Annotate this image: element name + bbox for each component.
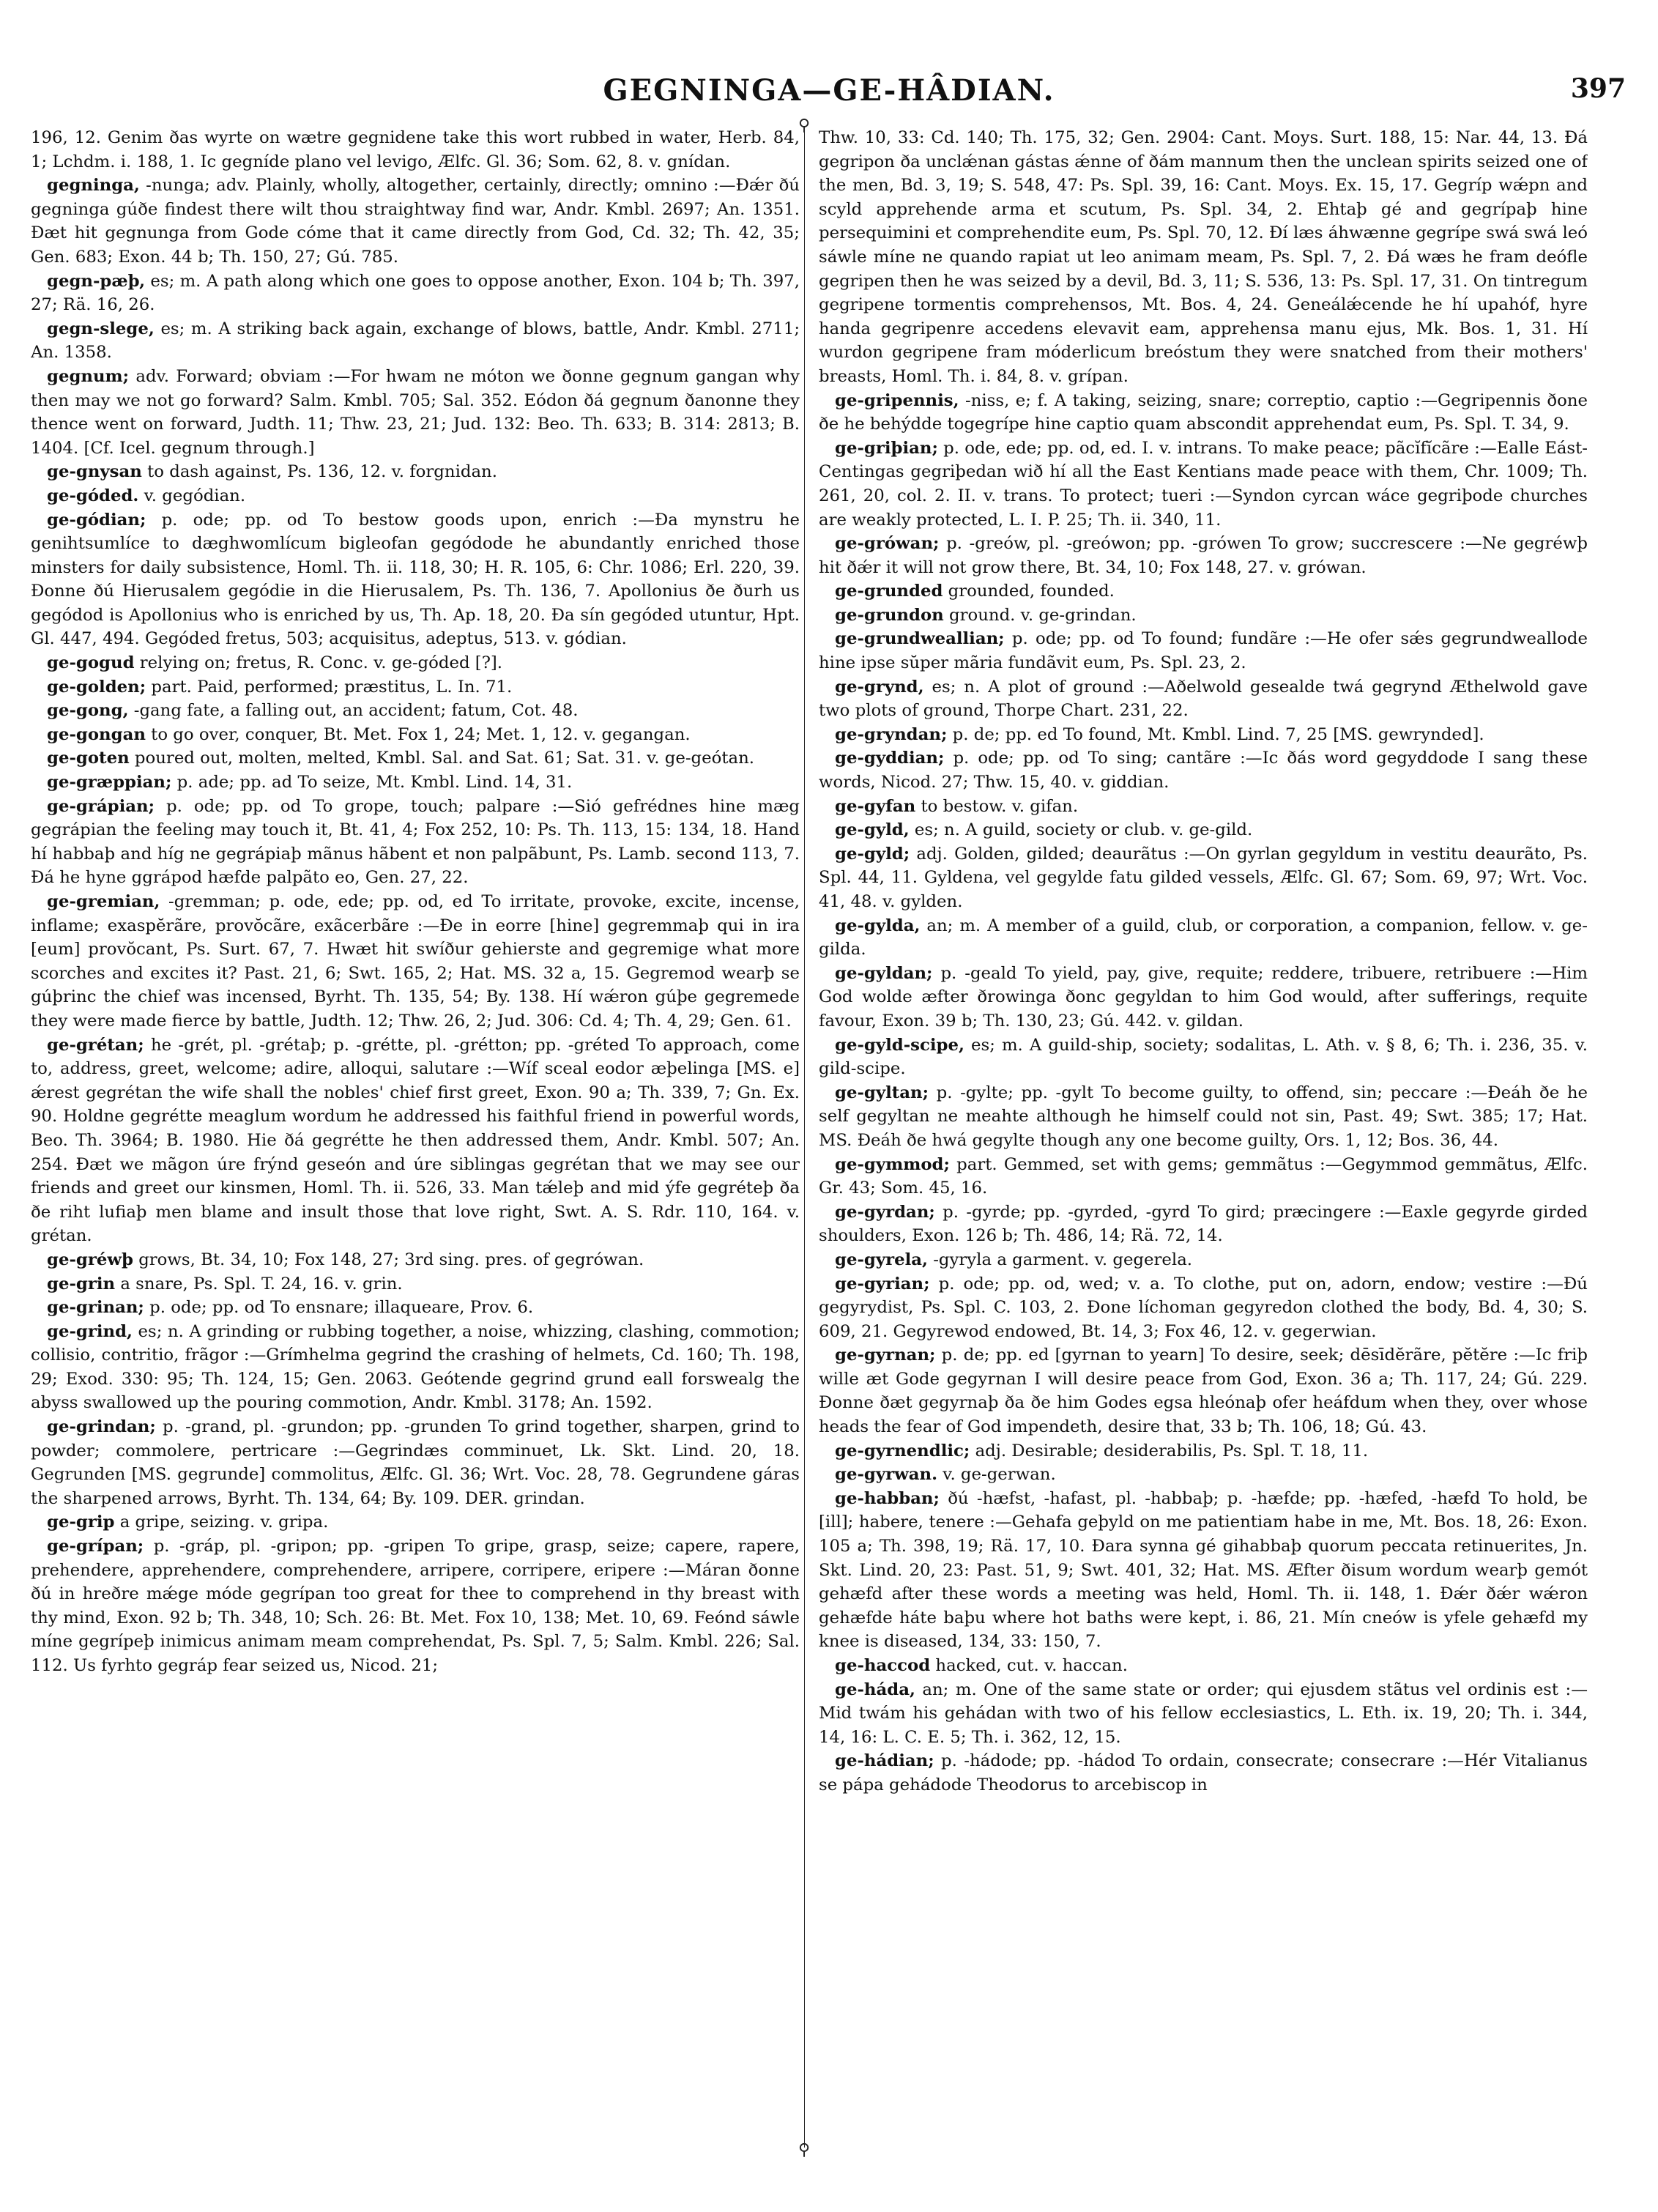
dictionary-entry (819, 604, 1588, 628)
entry-definition: part. Gemmed, set with gems; gemmãtus :—Gegymmod gemmãtus, Ælfc. Gr. 43; Som. 45, 16. (819, 1154, 1588, 1198)
entry-definition: adj. Desirable; desiderabilis, Ps. Spl. T. 18, 11. (975, 1441, 1369, 1461)
dictionary-entry (819, 532, 1588, 579)
entry-headword: gegn-pæþ, (47, 271, 146, 291)
entry-headword: ge-golden; (47, 677, 146, 697)
entry-headword: ge-grétan; (47, 1035, 144, 1055)
entry-definition: v. gegódian. (144, 486, 246, 505)
dictionary-entry (819, 1654, 1588, 1678)
page-number: 397 (1570, 73, 1626, 104)
entry-headword: ge-gnysan (47, 462, 142, 482)
dictionary-entry (819, 818, 1588, 842)
divider-ornament-top: ⚲ (798, 116, 811, 135)
dictionary-entry (819, 126, 1588, 389)
entry-headword: ge-gyddian; (835, 749, 945, 768)
running-title: GEGNINGA—GE-HÂDIAN. (603, 73, 1055, 108)
entry-headword: ge-græppian; (47, 773, 172, 793)
dictionary-entry (819, 627, 1588, 675)
entry-headword: ge-gongan (47, 724, 146, 744)
entry-headword: ge-grindan; (47, 1417, 156, 1437)
entry-headword: ge-gyrian; (835, 1274, 930, 1294)
entry-headword: ge-grundweallian; (835, 629, 1005, 649)
entry-definition: p. ode, ede; pp. od, ed. I. v. intrans. To make peace; pãcĭfĭcãre :—Ealle Eást-Centingas gegriþedan wið hí all the East Kentians made peace with them, Chr. 1009; Th. 261, 20, col. 2. II. v. trans. To protect; tueri :—Syndon cyrcan wáce gegriþode churches are weakly protected, L. I. P. 25; Th. ii. 340, 11. (819, 438, 1588, 530)
entry-definition: es; n. A grinding or rubbing together, a noise, whizzing, clashing, commotion; collisio, contritio, frãgor :—Grímhelma gegrind the crashing of helmets, Cd. 160; Th. 198, 29; Exod. 330: 95; Th. 124, 15; Gen. 2063. Geótende gegrind grund eall forswealg the abyss swallowed up the pouring commotion, Andr. Kmbl. 3178; An. 1592. (31, 1321, 800, 1413)
dictionary-entry (819, 437, 1588, 532)
entry-headword: ge-gymmod; (835, 1154, 950, 1174)
entry-headword: ge-grápian; (47, 796, 155, 816)
entry-definition: 196, 12. Genim ðas wyrte on wætre gegnidene take this wort rubbed in water, Herb. 84, 1; Lchdm. i. 188, 1. Ic gegníde plano vel levigo, Ælfc. Gl. 36; Som. 62, 8. v. gnídan. (31, 128, 800, 171)
dictionary-entry (31, 1534, 800, 1678)
entry-headword: ge-grind, (47, 1321, 133, 1341)
dictionary-entry (31, 460, 800, 484)
dictionary-entry (819, 389, 1588, 437)
entry-definition: to dash against, Ps. 136, 12. v. forgnidan. (147, 462, 497, 482)
entry-definition: relying on; fretus, R. Conc. v. ge-góded [?]. (139, 653, 503, 673)
entry-definition: hacked, cut. v. haccan. (935, 1656, 1128, 1675)
left-column (31, 126, 800, 2177)
dictionary-entry (819, 579, 1588, 604)
entry-headword: ge-gyld, (835, 820, 910, 840)
entry-headword: ge-gyrdan; (835, 1202, 935, 1222)
dictionary-entry (819, 1749, 1588, 1797)
entry-definition: p. ode; pp. od To found; fundãre :—He ofer sǽs gegrundweallode hine ipse sŭper mãria fundãvit eum, Ps. Spl. 23, 2. (819, 629, 1588, 673)
dictionary-entry (31, 795, 800, 890)
dictionary-entry (31, 771, 800, 795)
dictionary-entry (819, 723, 1588, 747)
entry-definition: to go over, conquer, Bt. Met. Fox 1, 24; Met. 1, 12. v. gegangan. (151, 724, 691, 744)
page-header (32, 73, 1626, 125)
entry-headword: ge-gryndan; (835, 724, 948, 744)
dictionary-entry (31, 484, 800, 508)
entry-headword: ge-grówan; (835, 534, 940, 554)
dictionary-entry (819, 1272, 1588, 1344)
entry-definition: es; m. A striking back again, exchange of blows, battle, Andr. Kmbl. 2711; An. 1358. (31, 319, 800, 363)
entry-headword: ge-gylda, (835, 916, 921, 935)
dictionary-entry (819, 675, 1588, 723)
entry-headword: ge-hádian; (835, 1751, 934, 1771)
entry-headword: ge-grípan; (47, 1537, 144, 1556)
entry-definition: p. -gylte; pp. -gylt To become guilty, to offend, sin; peccare :—Ðeáh ðe he self gegyltan ne meahte although he himself could not sin, Past. 49; Swt. 385; 17; Hat. MS. Ðeáh ðe hwá gegylte though any one become guilty, Ors. 1, 12; Bos. 36, 44. (819, 1083, 1588, 1150)
entry-definition: p. -grand, pl. -grundon; pp. -grunden To grind together, sharpen, grind to powder; commolere, pertricare :—Gegrindæs comminuet, Lk. Skt. Lind. 20, 18. Gegrunden [MS. gegrunde] commolitus, Ælfc. Gl. 36; Wrt. Voc. 28, 78. Gegrundene gáras the sharpened arrows, Byrht. Th. 134, 64; By. 109. DER. grindan. (31, 1417, 800, 1508)
entry-headword: ge-grinan; (47, 1298, 144, 1318)
entry-definition: -nunga; adv. Plainly, wholly, altogether, certainly, directly; omnino :—Ðǽr ðú gegninga gúðe findest there wilt thou straightway find war, Andr. Kmbl. 2697; An. 1351. Ðæt hit gegnunga from Gode cóme that it came directly from God, Cd. 32; Th. 42, 35; Gen. 683; Exon. 44 b; Th. 150, 27; Gú. 785. (31, 176, 800, 267)
dictionary-entry (819, 795, 1588, 819)
entry-definition: p. -greów, pl. -greówon; pp. -grówen To grow; succrescere :—Ne gegréwþ hit ðǽr it will not grow there, Bt. 34, 10; Fox 148, 27. v. grówan. (819, 534, 1588, 577)
entry-definition: grows, Bt. 34, 10; Fox 148, 27; 3rd sing. pres. of gegrówan. (138, 1250, 644, 1269)
entry-headword: ge-grin (47, 1274, 116, 1294)
entry-definition: p. ode; pp. od, wed; v. a. To clothe, put on, adorn, endow; vestire :—Ðú gegyrydist, Ps. Spl. C. 103, 2. Ðone líchoman gegyredon clothed the body, Bd. 4, 30; S. 609, 21. Gegyrewod endowed, Bt. 14, 3; Fox 46, 12. v. gegerwian. (819, 1274, 1588, 1341)
entry-headword: ge-háda, (835, 1680, 915, 1699)
dictionary-entry (819, 1200, 1588, 1248)
entry-definition: es; n. A guild, society or club. v. ge-gild. (914, 820, 1253, 840)
entry-headword: ge-gyld-scipe, (835, 1035, 964, 1055)
entry-headword: ge-gréwþ (47, 1250, 133, 1269)
entry-definition: to bestow. v. gifan. (921, 796, 1079, 816)
entry-headword: ge-grundon (835, 605, 944, 625)
dictionary-entry (31, 890, 800, 1033)
entry-headword: ge-gyrnan; (835, 1346, 936, 1365)
entry-definition: p. de; pp. ed To found, Mt. Kmbl. Lind. 7, 25 [MS. gewrynded]. (952, 724, 1484, 744)
entry-headword: ge-grunded (835, 582, 943, 601)
entry-definition: adv. Forward; obviam :—For hwam ne móton we ðonne gegnum gangan why then may we not go forward? Salm. Kmbl. 705; Sal. 352. Eódon ðá gegnum ðanonne they thence went on forward, Judth. 11; Thw. 23, 21; Jud. 132: Beo. Th. 633; B. 314: 2813; B. 1404. [Cf. Icel. gegnum through.] (31, 366, 800, 458)
entry-headword: ge-gripennis, (835, 390, 959, 410)
entry-headword: gegn-slege, (47, 319, 155, 338)
entry-definition: Thw. 10, 33: Cd. 140; Th. 175, 32; Gen. 2904: Cant. Moys. Surt. 188, 15: Nar. 44, 13. Ðá gegripon ða unclǽnan gástas ǽnne of ðám mannum then the unclean spirits seized one of the men, Bd. 3, 19; S. 548, 47: Ps. Spl. 39, 16: Cant. Moys. Ex. 15, 17. Gegríp wǽpn and scyld apprehende arma et scutum, Ps. Spl. 34, 2. Ehtaþ gé and gegrípaþ hine persequimini et comprehendite eum, Ps. Spl. 70, 12. Ðí læs áhwænne gegrípe swá swá leó sáwle míne ne quando rapiat ut leo animam meam, Ps. Spl. 7, 2. Ðá wæs he fram deófle gegripen then he was seized by a devil, Bd. 3, 11; S. 536, 13: Ps. Spl. 17, 31. On tintregum gegripene tormentis comprehensos, Mt. Bos. 4, 24. Geneálǽcende he hí upahóf, hyre handa gegripenre accedens elevavit eam, apprehensa manu ejus, Mk. Bos. 1, 31. Hí wurdon gegripene fram móderlicum breóstum they were snatched from their mothers' breasts, Homl. Th. i. 84, 8. v. grípan. (819, 128, 1588, 386)
entry-headword: ge-gódian; (47, 510, 146, 530)
entry-definition: adj. Golden, gilded; deaurãtus :—On gyrlan gegyldum in vestitu deaurãto, Ps. Spl. 44, 11. Gyldena, vel gegylde fatu gilded vessels, Ælfc. Gl. 67; Som. 69, 97; Wrt. Voc. 41, 48. v. gylden. (819, 844, 1588, 911)
entry-definition: p. ode; pp. od To sing; cantãre :—Ic ðás word gegyddode I sang these words, Nicod. 27; Thw. 15, 40. v. giddian. (819, 749, 1588, 793)
entry-headword: ge-gyld; (835, 844, 910, 864)
entry-headword: gegninga, (47, 176, 140, 196)
entry-definition: ground. v. ge-grindan. (948, 605, 1137, 625)
dictionary-entry (819, 1487, 1588, 1654)
divider-ornament-bottom: ⚲ (798, 2141, 811, 2159)
entry-definition: grounded, founded. (948, 582, 1115, 601)
entry-definition: a snare, Ps. Spl. T. 24, 16. v. grin. (120, 1274, 403, 1294)
column-divider (804, 126, 805, 2148)
dictionary-entry (819, 914, 1588, 962)
entry-headword: gegnum; (47, 366, 130, 386)
entry-headword: ge-gong, (47, 701, 129, 721)
dictionary-entry (819, 962, 1588, 1033)
dictionary-entry (819, 1343, 1588, 1439)
entry-definition: p. ode; pp. od To bestow goods upon, enrich :—Ða mynstru he genihtsumlíce to dæghwomlícum bigleofan gegódode he abundantly enriched those minsters for daily subsistence, Homl. Th. ii. 118, 30; H. R. 105, 6: Chr. 1086; Erl. 220, 39. Ðonne ðú Hierusalem gegódie in die Hierusalem, Ps. Th. 136, 7. Apollonius ðe ðurh us gegódod is Apollonius who is enriched by us, Th. Ap. 18, 20. Ða sín gegóded utuntur, Hpt. Gl. 447, 494. Gegóded fretus, 503; acquisitus, adeptus, 513. v. gódian. (31, 510, 800, 649)
entry-definition: p. ode; pp. od To ensnare; illaqueare, Prov. 6. (149, 1298, 534, 1318)
entry-headword: ge-haccod (835, 1656, 931, 1675)
entry-definition: p. -gráp, pl. -gripon; pp. -gripen To gripe, grasp, seize; capere, rapere, prehendere, apprehendere, comprehendere, arripere, corripere, eripere :—Máran ðonne ðú in hreðre mǽge móde gegrípan too great for thee to comprehend in thy breast with thy mind, Exon. 92 b; Th. 348, 10; Sch. 26: Bt. Met. Fox 10, 138; Met. 10, 69. Feónd sáwle míne gegrípeþ inimicus animam meam comprehendat, Ps. Spl. 7, 5; Salm. Kmbl. 226; Sal. 112. Us fyrhto gegráp fear seized us, Nicod. 21; (31, 1537, 800, 1675)
entry-definition: p. ode; pp. od To grope, touch; palpare :—Sió gefrédnes hine mæg gegrápian the feeling may touch it, Bt. 41, 4; Fox 252, 10: Ps. Th. 113, 15: 134, 18. Hand hí habbaþ and híg ne gegrápiaþ mãnus hãbent et non palpãbunt, Ps. Lamb. second 113, 7. Ðá he hyne ggrápod hæfde palpãto eo, Gen. 27, 22. (31, 796, 800, 888)
dictionary-entry (819, 1153, 1588, 1200)
entry-definition: -gyryla a garment. v. gegerela. (933, 1250, 1193, 1269)
dictionary-entry (819, 1081, 1588, 1153)
entry-definition: p. de; pp. ed [gyrnan to yearn] To desire, seek; dēsīdĕrãre, pĕtĕre :—Ic friþ wille æt Gode gegyrnan I will desire peace from God, Exon. 36 a; Th. 117, 24; Gú. 229. Ðonne ðæt gegyrnaþ ða ðe him Godes egsa hleónaþ ofer heáfdum when they, over whose heads the fear of God impendeth, desire that, 33 b; Th. 106, 18; Gú. 43. (819, 1346, 1588, 1437)
entry-definition: ðú -hæfst, -hafast, pl. -habbaþ; p. -hæfde; pp. -hæfed, -hæfd To hold, be [ill]; habere, tenere :—Gehafa geþyld on me patientiam habe in me, Mt. Bos. 18, 26: Exon. 105 a; Th. 398, 19; Rä. 17, 10. Ðara synna gé gihabbaþ quorum peccata retinuerites, Jn. Skt. Lind. 20, 23: Past. 51, 9; Swt. 401, 32; Hat. MS. Æfter ðisum wordum wearþ gemót gehæfd after these words a meeting was held, Homl. Th. ii. 148, 1. Ðǽr ðǽr wǽron gehæfde háte baþu where hot baths were kept, i. 86, 21. Mín cneów is yfele gehæfd my knee is diseased, 134, 33: 150, 7. (819, 1488, 1588, 1652)
dictionary-entry (31, 1248, 800, 1272)
entry-definition: -gang fate, a falling out, an accident; fatum, Cot. 48. (133, 701, 579, 721)
dictionary-entry (31, 723, 800, 747)
entry-headword: ge-gremian, (47, 892, 160, 911)
entry-definition: es; m. A guild-ship, society; sodalitas, L. Ath. v. § 8, 6; Th. i. 236, 35. v. gild-scipe. (819, 1035, 1588, 1079)
entry-definition: es; n. A plot of ground :—Aðelwold gesealde twá gegrynd Æthelwold gave two plots of ground, Thorpe Chart. 231, 22. (819, 677, 1588, 721)
entry-headword: ge-goten (47, 749, 130, 768)
entry-headword: ge-gyldan; (835, 963, 933, 983)
entry-headword: ge-gyfan (835, 796, 916, 816)
dictionary-entry (819, 746, 1588, 794)
entry-headword: ge-habban; (835, 1488, 940, 1508)
dictionary-entry (31, 1272, 800, 1296)
entry-definition: poured out, molten, melted, Kmbl. Sal. and Sat. 61; Sat. 31. v. ge-geótan. (134, 749, 755, 768)
dictionary-entry (819, 1463, 1588, 1487)
entry-definition: an; m. One of the same state or order; qui ejusdem stãtus vel ordinis est :—Mid twám his gehádan with two of his fellow ecclesiastics, L. Eth. ix. 19, 20; Th. i. 344, 14, 16: L. C. E. 5; Th. i. 362, 12, 15. (819, 1680, 1588, 1747)
dictionary-entry (31, 508, 800, 652)
entry-headword: ge-griþian; (835, 438, 938, 458)
right-column (819, 126, 1588, 2177)
entry-definition: part. Paid, performed; præstitus, L. In. 71. (151, 677, 513, 697)
entry-headword: ge-gyltan; (835, 1083, 929, 1102)
dictionary-entry (31, 746, 800, 771)
entry-definition: he -grét, pl. -grétaþ; p. -grétte, pl. -grétton; pp. -gréted To approach, come to, address, greet, welcome; adire, alloqui, salutare :—Wíf sceal eodor æþelinga [MS. e] ǽrest gegrétan the wife shall the nobles' chief first greet, Exon. 90 a; Th. 339, 7; Gn. Ex. 90. Holdne gegrétte meaglum wordum he addressed his faithful friend in powerful words, Beo. Th. 3964; B. 1980. Hie ðá gegrétte he then addressed them, Andr. Kmbl. 507; An. 254. Ðæt we mãgon úre frýnd geseón and úre siblingas gegrétan that we may see our friends and greet our kinsmen, Homl. Th. ii. 526, 33. Man tǽleþ and mid ýfe gegréteþ ða ðe riht lufiaþ men blame and insult those that love right, Swt. A. S. Rdr. 110, 164. v. grétan. (31, 1035, 800, 1246)
entry-headword: ge-góded. (47, 486, 139, 505)
entry-definition: an; m. A member of a guild, club, or corporation, a companion, fellow. v. ge-gilda. (819, 916, 1588, 960)
entry-headword: ge-gyrela, (835, 1250, 928, 1269)
entry-definition: -gremman; p. ode, ede; pp. od, ed To irritate, provoke, excite, incense, inflame; exaspĕrãre, provŏcãre, exãcerbãre :—Ðe in eorre [hine] gegremmaþ qui in ira [eum] provŏcant, Ps. Surt. 67, 7. Hwæt hit swíður gehierste and gegremige what more scorches and excites it? Past. 21, 6; Swt. 165, 2; Hat. MS. 32 a, 15. Gegremod wearþ se gúþrinc the chief was incensed, Byrht. Th. 135, 54; By. 138. Hí wǽron gúþe gegremede they were made fierce by battle, Judth. 12; Thw. 26, 2; Jud. 306: Cd. 4; Th. 4, 29; Gen. 61. (31, 892, 800, 1031)
dictionary-entry (31, 317, 800, 365)
entry-definition: a gripe, seizing. v. gripa. (119, 1513, 329, 1532)
entry-definition: -niss, e; f. A taking, seizing, snare; correptio, captio :—Gegripennis ðone ðe he behýdde togegrípe hine captio quam abscondit apprehendat eum, Ps. Spl. T. 34, 9. (819, 390, 1588, 434)
dictionary-entry (819, 842, 1588, 914)
dictionary-entry (31, 651, 800, 675)
dictionary-entry (31, 365, 800, 460)
entry-definition: p. -gyrde; pp. -gyrded, -gyrd To gird; præcingere :—Eaxle gegyrde girded shoulders, Exon. 126 b; Th. 486, 14; Rä. 72, 14. (819, 1202, 1588, 1246)
dictionary-entry (31, 1415, 800, 1510)
dictionary-entry (31, 1510, 800, 1534)
entry-headword: ge-grip (47, 1513, 115, 1532)
entry-definition: es; m. A path along which one goes to oppose another, Exon. 104 b; Th. 397, 27; Rä. 16, 26. (31, 271, 800, 315)
dictionary-entry (31, 1320, 800, 1415)
dictionary-entry (31, 270, 800, 317)
dictionary-entry (31, 675, 800, 699)
dictionary-entry (819, 1439, 1588, 1463)
dictionary-entry (819, 1033, 1588, 1081)
entry-headword: ge-gogud (47, 653, 135, 673)
dictionary-entry (819, 1248, 1588, 1272)
entry-headword: ge-gyrnendlic; (835, 1441, 970, 1461)
dictionary-entry (31, 1296, 800, 1320)
entry-definition: p. -hádode; pp. -hádod To ordain, consecrate; consecrare :—Hér Vitalianus se pápa gehádode Theodorus to arcebiscop in (819, 1751, 1588, 1795)
dictionary-entry (31, 174, 800, 269)
dictionary-entry (31, 126, 800, 174)
entry-definition: v. ge-gerwan. (943, 1465, 1056, 1485)
entry-headword: ge-gyrwan. (835, 1465, 938, 1485)
entry-definition: p. ade; pp. ad To seize, Mt. Kmbl. Lind. 14, 31. (176, 773, 573, 793)
dictionary-entry (31, 699, 800, 723)
dictionary-entry (31, 1033, 800, 1248)
entry-definition: p. -geald To yield, pay, give, requite; reddere, tribuere, retribuere :—Him God wolde æfter ðrowinga ðonc gegyldan to him God would, after sufferings, requite favour, Exon. 39 b; Th. 130, 23; Gú. 442. v. gildan. (819, 963, 1588, 1031)
dictionary-entry (819, 1678, 1588, 1750)
entry-headword: ge-grynd, (835, 677, 924, 697)
